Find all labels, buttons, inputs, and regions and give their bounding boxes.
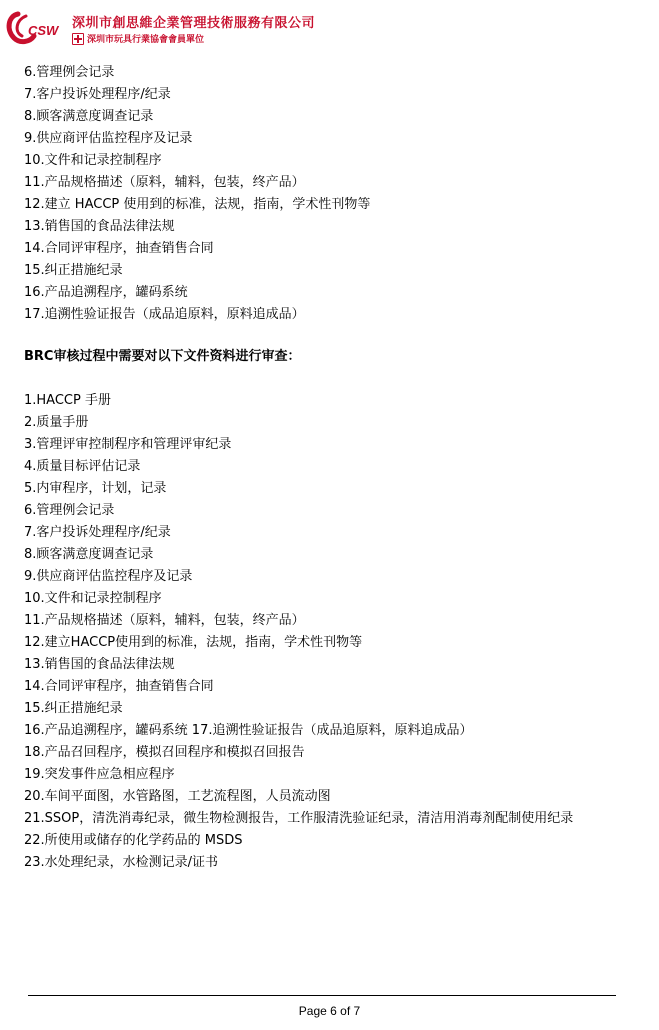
list-item: 5.内审程序，计划，记录 [24,481,167,496]
list-item: 23.水处理纪录，水检测记录/证书 [24,855,219,870]
list-item: 6.管理例会记录 [24,65,115,80]
list-item: 15.纠正措施纪录 [24,701,123,716]
list-item: 17.追溯性验证报告（成品追原料，原料追成品） [24,307,305,322]
logo-text: CSW [28,23,59,38]
page-number: Page 6 of 7 [298,1004,361,1018]
list-item: 12.建立 HACCP 使用到的标准，法规，指南，学术性刊物等 [24,197,371,212]
list-item: 16.产品追溯程序，罐码系统 [24,285,188,300]
list-item: 9.供应商评估监控程序及记录 [24,569,193,584]
list-item: 3.管理评审控制程序和管理评审纪录 [24,437,232,452]
list-item: 13.销售国的食品法律法规 [24,219,175,234]
footer-divider [28,995,616,996]
list-item: 10.文件和记录控制程序 [24,153,162,168]
list-item: 14.合同评审程序，抽查销售合同 [24,679,214,694]
company-logo [4,8,68,48]
list-item: 11.产品规格描述（原料，辅料，包装，终产品） [24,175,305,190]
member-text: 深圳市玩具行業協會會員單位 [87,35,205,45]
list-item: 6.管理例会记录 [24,503,115,518]
list-item: 12.建立HACCP使用到的标准，法规，指南，学术性刊物等 [24,635,363,650]
association-emblem-icon [72,33,84,45]
list-item: 2.质量手册 [24,415,89,430]
page-header [4,6,644,56]
list-item: 10.文件和记录控制程序 [24,591,162,606]
list-item: 14.合同评审程序，抽查销售合同 [24,241,214,256]
list-item: 21.SSOP，清洗消毒纪录，微生物检测报告，工作服清洗验证纪录，清洁用消毒剂配制使用纪录 [24,811,574,826]
company-name: 深圳市創思維企業管理技術服務有限公司 [72,16,316,31]
list-item: 11.产品规格描述（原料，辅料，包装，终产品） [24,613,305,628]
list-item: 19.突发事件应急相应程序 [24,767,175,782]
list-item: 16.产品追溯程序，罐码系统 17.追溯性验证报告（成品追原料，原料追成品） [24,723,473,738]
member-line [72,32,204,45]
list-item: 9.供应商评估监控程序及记录 [24,131,193,146]
list-item: 7.客户投诉处理程序/纪录 [24,525,171,540]
brc-document-list [24,390,634,874]
section-heading: BRC审核过程中需要对以下文件资料进行审查： [24,349,301,364]
list-item: 8.顾客满意度调查记录 [24,547,154,562]
list-item: 22.所使用或储存的化学药品的 MSDS [24,833,243,848]
list-item: 4.质量目标评估记录 [24,459,141,474]
list-item: 13.销售国的食品法律法规 [24,657,175,672]
list-item: 18.产品召回程序，模拟召回程序和模拟召回报告 [24,745,305,760]
list-item: 20.车间平面图，水管路图，工艺流程图，人员流动图 [24,789,331,804]
list-item: 15.纠正措施纪录 [24,263,123,278]
list-item: 8.顾客满意度调查记录 [24,109,154,124]
document-body [24,62,634,874]
list-continued [24,62,634,326]
list-item: 1.HACCP 手册 [24,393,111,408]
list-item: 7.客户投诉处理程序/纪录 [24,87,171,102]
